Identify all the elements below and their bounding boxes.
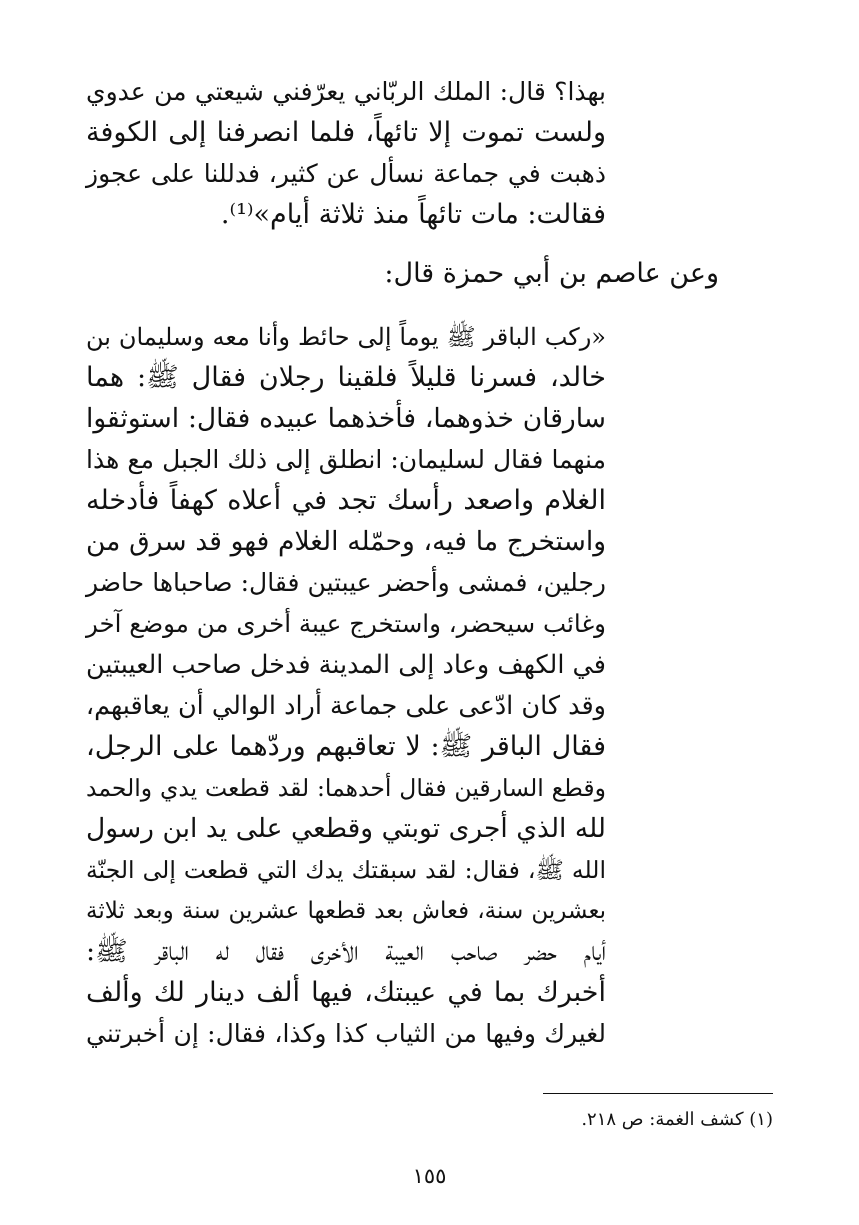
- text-line: وقد كان ادّعى على جماعة أراد الوالي أن يعاقبهم،: [85, 691, 606, 721]
- text-line: خالد، فسرنا قليلاً فلقينا رجلان فقال ﷺ: هما: [86, 362, 606, 393]
- text-line: في الكهف وعاد إلى المدينة فدخل صاحب العيبتين: [86, 650, 606, 680]
- text-line: «ركب الباقر ﷺ يوماً إلى حائط وأنا معه وسليمان بن: [86, 323, 606, 351]
- footnote-divider: [543, 1093, 773, 1094]
- text-line: بهذا؟ قال: الملك الربّاني يعرّفني شيعتي من عدوي: [86, 77, 606, 106]
- text-line: بعشرين سنة، فعاش بعد قطعها عشرين سنة وبعد ثلاثة: [86, 898, 606, 924]
- text-line: لغيرك وفيها من الثياب كذا وكذا، فقال: إن أخبرتني: [86, 1019, 606, 1048]
- narration-intro: وعن عاصم بن أبي حمزة قال:: [384, 258, 719, 289]
- text-line: فقال الباقر ﷺ: لا تعاقبهم وردّهما على الرجل،: [86, 731, 606, 762]
- text-line: واستخرج ما فيه، وحمّله الغلام فهو قد سرق من: [86, 526, 606, 557]
- text-line: وغائب سيحضر، واستخرج عيبة أخرى من موضع آخر: [86, 609, 606, 638]
- text-line: أخبرك بما في عيبتك، فيها ألف دينار لك وألف: [86, 977, 606, 1008]
- text-line: منهما فقال لسليمان: انطلق إلى ذلك الجبل مع هذا: [86, 445, 606, 474]
- text-line: ولست تموت إلا تائهاً، فلما انصرفنا إلى الكوفة: [86, 117, 606, 148]
- text-line: فقالت: مات تائهاً منذ ثلاثة أيام»⁽¹⁾.: [220, 199, 606, 230]
- text-line: ذهبت في جماعة نسأل عن كثير، فدللنا على عجوز: [86, 159, 606, 188]
- page-number: ١٥٥: [412, 1164, 447, 1188]
- text-line: سارقان خذوهما، فأخذهما عبيده فقال: استوثقوا: [86, 403, 606, 434]
- text-line: رجلين، فمشى وأحضر عيبتين فقال: صاحباها حاضر: [86, 568, 606, 597]
- text-line: وقطع السارقين فقال أحدهما: لقد قطعت يدي والحمد: [86, 774, 606, 802]
- text-line: الغلام واصعد رأسك تجد في أعلاه كهفاً فأدخله: [86, 485, 606, 516]
- text-line: لله الذي أجرى توبتي وقطعي على يد ابن رسول: [86, 813, 606, 844]
- footnote: (١) كشف الغمة: ص ٢١٨.: [581, 1109, 773, 1130]
- text-line: أيام حضر صاحب العيبة الأخرى فقال له الباقر ﷺ:: [86, 936, 606, 967]
- text-line: الله ﷺ، فقال: لقد سبقتك يدك التي قطعت إلى الجنّة: [86, 856, 606, 884]
